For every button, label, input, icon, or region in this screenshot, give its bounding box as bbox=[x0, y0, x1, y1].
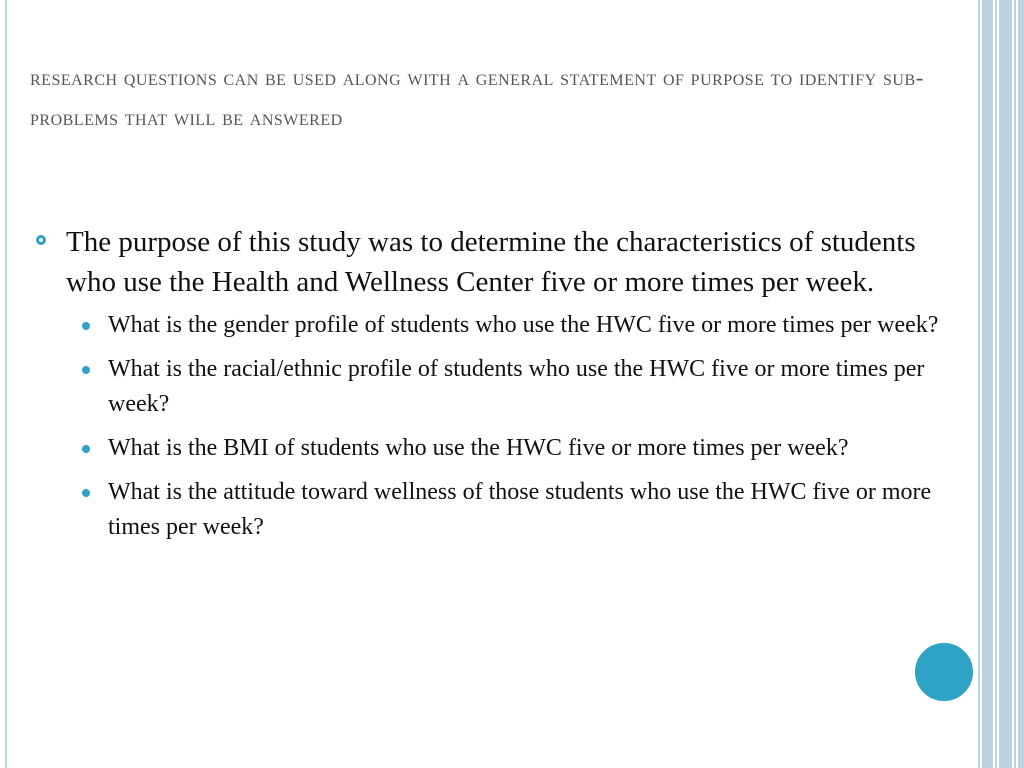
right-decorative-stripes bbox=[978, 0, 1024, 768]
sub-bullet-item bbox=[30, 475, 960, 545]
sub-bullet-text: What is the attitude toward wellness of those students who use the HWC five or more times per week? bbox=[108, 479, 932, 540]
ring-bullet-icon bbox=[36, 235, 46, 245]
left-border-line bbox=[5, 0, 7, 768]
stripe bbox=[982, 0, 993, 768]
dot-bullet-icon bbox=[82, 366, 90, 374]
main-bullet-text: The purpose of this study was to determine the characteristics of students who use the Health and Wellness Center five or more times per week. bbox=[66, 226, 916, 298]
stripe bbox=[1014, 0, 1016, 768]
dot-bullet-icon bbox=[82, 322, 90, 330]
sub-bullet-text: What is the racial/ethnic profile of students who use the HWC five or more times per week? bbox=[108, 356, 925, 417]
dot-bullet-icon bbox=[82, 445, 90, 453]
sub-bullet-item bbox=[30, 308, 960, 343]
slide-title: research questions can be used along with a general statement of purpose to identify sub-problems that will be answered bbox=[30, 65, 924, 130]
stripe bbox=[1018, 0, 1024, 768]
slide-body bbox=[30, 222, 960, 554]
stripe bbox=[978, 0, 980, 768]
stripe bbox=[999, 0, 1012, 768]
main-bullet-point bbox=[30, 222, 960, 302]
sub-bullet-text: What is the gender profile of students who use the HWC five or more times per week? bbox=[108, 312, 939, 338]
stripe bbox=[995, 0, 997, 768]
dot-bullet-icon bbox=[82, 489, 90, 497]
sub-bullet-item bbox=[30, 431, 960, 466]
sub-bullet-text: What is the BMI of students who use the HWC five or more times per week? bbox=[108, 435, 849, 461]
sub-bullet-item bbox=[30, 352, 960, 422]
sub-bullet-list bbox=[30, 308, 960, 545]
decorative-circle-icon bbox=[912, 640, 976, 704]
